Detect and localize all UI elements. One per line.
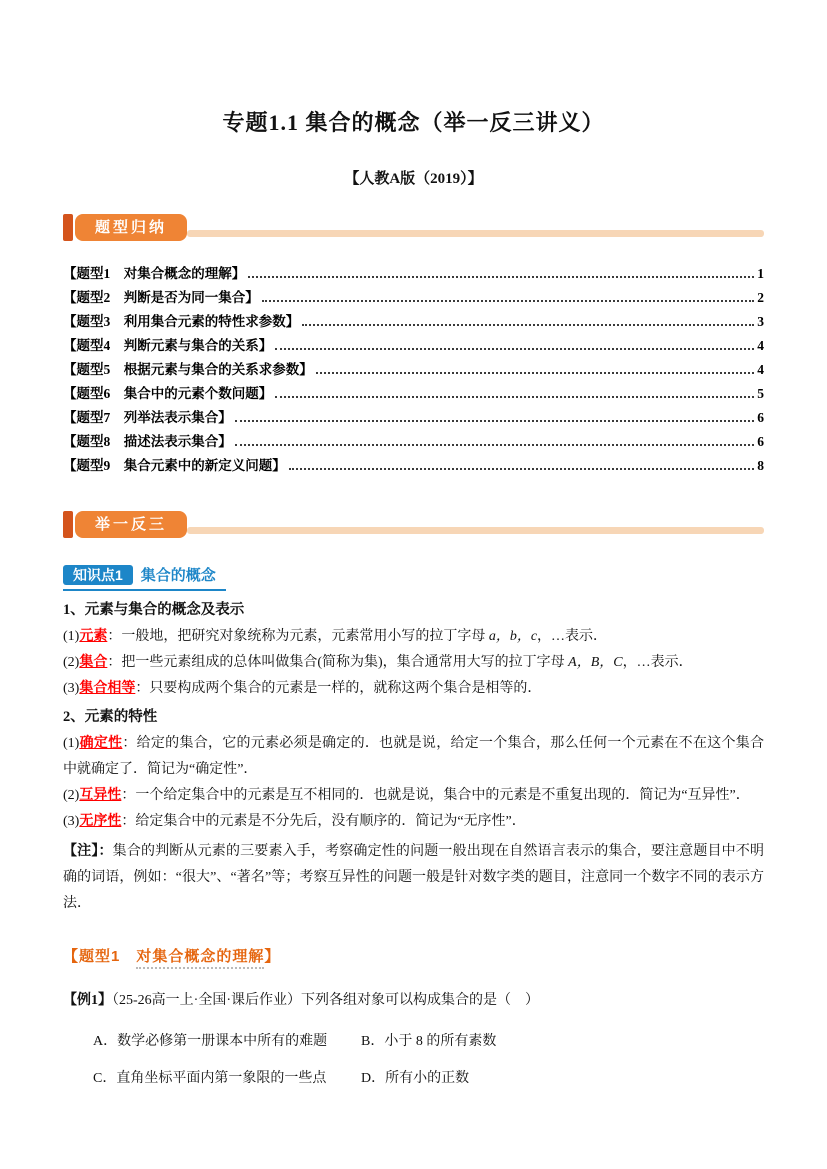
definition-set — [63, 650, 764, 676]
toc-dot-leader — [316, 372, 755, 374]
property-distinctness — [63, 783, 764, 809]
prop-prefix: (3) — [63, 814, 80, 829]
badge-marker-icon — [63, 511, 73, 538]
type1-heading-main: 对集合概念的理解 — [136, 948, 264, 969]
knowledge-point-header — [63, 564, 226, 591]
property-determinacy — [63, 731, 764, 783]
def-prefix: (3) — [63, 681, 80, 696]
toc-item — [63, 261, 764, 285]
property-unorderedness — [63, 809, 764, 835]
edition-label: 【人教A版（2019）】 — [344, 171, 483, 187]
type1-heading-close: 】 — [264, 948, 281, 965]
section-badge-tixingguina — [63, 214, 764, 241]
toc-dot-leader — [289, 468, 755, 470]
toc-page-number: 3 — [757, 314, 764, 329]
def-text-end: ，…表示． — [622, 655, 693, 670]
option-c: C．直角坐标平面内第一象限的一些点 — [93, 1071, 327, 1086]
example1-stem-text: （25-26高一上·全国·课后作业）下列各组对象可以构成集合的是（ ） — [112, 993, 539, 1008]
toc-item-label: 【题型1 对集合概念的理解】 — [63, 266, 246, 281]
def-text: ：把一些元素组成的总体叫做集合(简称为集)，集合通常用大写的拉丁字母 — [107, 655, 569, 670]
toc-page-number: 5 — [757, 386, 764, 401]
prop-term: 无序性 — [79, 814, 122, 829]
option-d: D．所有小的正数 — [361, 1071, 470, 1086]
page-title: 专题1.1 集合的概念（举一反三讲义） — [222, 110, 605, 135]
toc-item — [63, 285, 764, 309]
toc-page-number: 6 — [757, 434, 764, 449]
knowledge-part2-title: 2、元素的特性 — [63, 709, 158, 725]
toc-item-label: 【题型7 列举法表示集合】 — [63, 410, 232, 425]
toc-page-number: 2 — [757, 290, 764, 305]
toc-item — [63, 381, 764, 405]
def-term: 集合 — [79, 655, 108, 670]
def-text-end: ，…表示． — [537, 629, 608, 644]
badge-marker-icon — [63, 214, 73, 241]
def-math-letters: A，B，C — [568, 655, 623, 670]
prop-term: 互异性 — [79, 788, 122, 803]
toc-item — [63, 309, 764, 333]
badge-rule-line — [187, 527, 764, 534]
toc-item-label: 【题型2 判断是否为同一集合】 — [63, 290, 259, 305]
toc-item — [63, 453, 764, 477]
knowledge-part1-title: 1、元素与集合的概念及表示 — [63, 602, 245, 618]
example1-label: 【例1】 — [63, 993, 112, 1008]
toc-page-number: 1 — [757, 266, 764, 281]
toc-item — [63, 333, 764, 357]
prop-prefix: (2) — [63, 788, 80, 803]
prop-term: 确定性 — [79, 736, 123, 751]
toc-dot-leader — [262, 300, 755, 302]
knowledge-point-title: 集合的概念 — [140, 567, 216, 584]
toc-item-label: 【题型9 集合元素中的新定义问题】 — [63, 458, 286, 473]
note-text: 集合的判断从元素的三要素入手，考察确定性的问题一般出现在自然语言表示的集合，要注意题目中不明确的词语，例如：“很大”、“著名”等；考察互异性的问题一般是针对数字类的题目，注意同一个数字不同的表示方法． — [63, 844, 765, 911]
def-prefix: (2) — [63, 655, 80, 670]
def-term: 元素 — [79, 629, 108, 644]
prop-text: ：给定集合中的元素是不分先后，没有顺序的．简记为“无序性”． — [121, 814, 526, 829]
toc-dot-leader — [235, 420, 755, 422]
toc-dot-leader — [275, 396, 754, 398]
toc-dot-leader — [275, 348, 754, 350]
definition-element — [63, 624, 764, 650]
section-badge-juyifansan — [63, 511, 764, 538]
toc-page-number: 4 — [757, 338, 764, 353]
toc-page-number: 4 — [757, 362, 764, 377]
prop-text: ：给定的集合，它的元素必须是确定的．也就是说，给定一个集合，那么任何一个元素在不在这个集合中就确定了．简记为“确定性”． — [63, 736, 765, 777]
knowledge-point-tag: 知识点1 — [63, 565, 133, 585]
def-math-letters: a，b，c — [488, 629, 538, 644]
toc-item-label: 【题型4 判断元素与集合的关系】 — [63, 338, 273, 353]
toc-item-label: 【题型8 描述法表示集合】 — [63, 434, 232, 449]
knowledge-content — [63, 597, 764, 917]
def-text: ：一般地，把研究对象统称为元素，元素常用小写的拉丁字母 — [107, 629, 489, 644]
prop-prefix: (1) — [63, 736, 80, 751]
type1-heading — [63, 945, 764, 966]
def-text: ：只要构成两个集合的元素是一样的，就称这两个集合是相等的． — [135, 681, 542, 696]
badge-label-tixingguina: 题型归纳 — [75, 214, 187, 241]
def-prefix: (1) — [63, 629, 80, 644]
toc-dot-leader — [248, 276, 754, 278]
badge-rule-line — [187, 230, 764, 237]
example1-options — [93, 1030, 764, 1091]
toc-item-label: 【题型5 根据元素与集合的关系求参数】 — [63, 362, 313, 377]
toc-item — [63, 357, 764, 381]
toc-item — [63, 429, 764, 453]
toc-item — [63, 405, 764, 429]
badge-label-juyifansan: 举一反三 — [75, 511, 187, 538]
example1-stem — [63, 988, 764, 1014]
table-of-contents — [63, 261, 764, 477]
definition-set-equality — [63, 676, 764, 702]
toc-item-label: 【题型3 利用集合元素的特性求参数】 — [63, 314, 300, 329]
toc-item-label: 【题型6 集合中的元素个数问题】 — [63, 386, 273, 401]
option-b: B．小于 8 的所有素数 — [361, 1034, 497, 1049]
type1-heading-open: 【题型1 — [63, 948, 137, 965]
toc-dot-leader — [302, 324, 754, 326]
toc-dot-leader — [235, 444, 755, 446]
note-label: 【注】： — [63, 844, 113, 859]
note-paragraph — [63, 839, 764, 917]
toc-page-number: 8 — [757, 458, 764, 473]
prop-text: ：一个给定集合中的元素是互不相同的．也就是说，集合中的元素是不重复出现的．简记为“互异性”． — [121, 788, 750, 803]
option-a: A．数学必修第一册课本中所有的难题 — [93, 1034, 328, 1049]
toc-page-number: 6 — [757, 410, 764, 425]
def-term: 集合相等 — [79, 681, 136, 696]
